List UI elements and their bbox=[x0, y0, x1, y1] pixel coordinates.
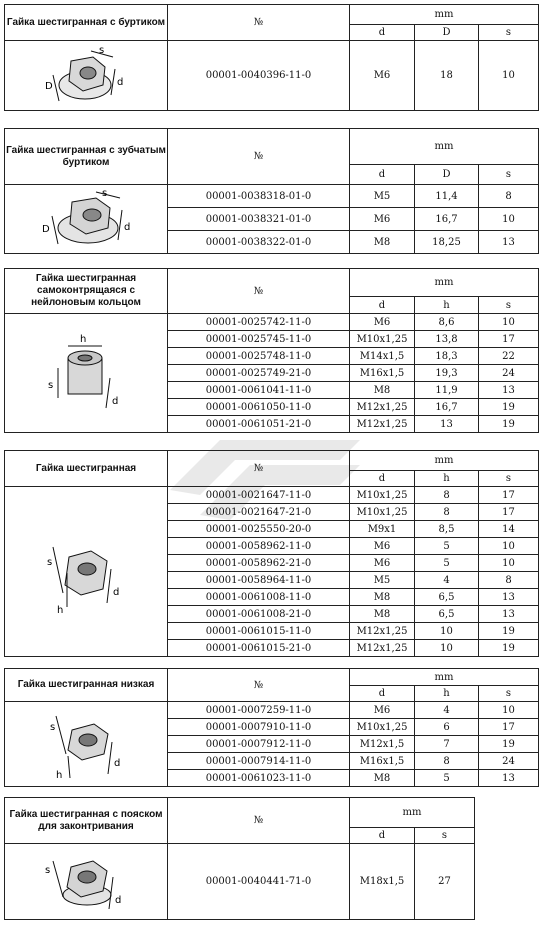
part-number: 00001-0038318-01-0 bbox=[168, 185, 350, 208]
cell-value: 13 bbox=[479, 770, 539, 787]
cell-value: M14x1,5 bbox=[350, 348, 415, 365]
cell-value: M6 bbox=[350, 41, 415, 111]
cell-value: 4 bbox=[415, 572, 479, 589]
cell-value: M6 bbox=[350, 702, 415, 719]
table-serrated-flange-nut bbox=[4, 128, 539, 254]
cell-value: 24 bbox=[479, 753, 539, 770]
diagram-label: h bbox=[57, 604, 64, 616]
number-header: № bbox=[168, 269, 350, 314]
part-number: 00001-0025749-21-0 bbox=[168, 365, 350, 382]
column-header: d bbox=[350, 686, 415, 702]
column-header: s bbox=[479, 471, 539, 487]
cell-value: 10 bbox=[415, 640, 479, 657]
cell-value: 17 bbox=[479, 487, 539, 504]
cell-value: M8 bbox=[350, 589, 415, 606]
cell-value: 19 bbox=[479, 623, 539, 640]
cell-value: 17 bbox=[479, 504, 539, 521]
cell-value: 8 bbox=[479, 185, 539, 208]
cell-value: M12x1,5 bbox=[350, 736, 415, 753]
part-number: 00001-0007259-11-0 bbox=[168, 702, 350, 719]
unit-header: mm bbox=[350, 5, 539, 25]
table-title: Гайка шестигранная самоконтрящаяся с нейлоновым кольцом bbox=[5, 269, 168, 314]
number-header: № bbox=[168, 798, 350, 844]
cell-value: 5 bbox=[415, 770, 479, 787]
cell-value: M5 bbox=[350, 572, 415, 589]
cell-value: 10 bbox=[415, 623, 479, 640]
cell-value: 10 bbox=[479, 208, 539, 231]
column-header: s bbox=[479, 165, 539, 185]
diagram-label: d bbox=[114, 758, 121, 769]
column-header: D bbox=[415, 25, 479, 41]
table-locking-collar-nut bbox=[4, 797, 475, 920]
table-title: Гайка шестигранная с буртиком bbox=[5, 5, 168, 41]
table-flange-nut bbox=[4, 4, 539, 111]
cell-value: 11,4 bbox=[415, 185, 479, 208]
part-number: 00001-0061023-11-0 bbox=[168, 770, 350, 787]
cell-value: 13 bbox=[479, 382, 539, 399]
cell-value: 10 bbox=[479, 702, 539, 719]
cell-value: 19 bbox=[479, 399, 539, 416]
part-number: 00001-0058962-11-0 bbox=[168, 538, 350, 555]
table-hex-nut bbox=[4, 450, 539, 657]
cell-value: M10x1,25 bbox=[350, 331, 415, 348]
diagram-label: h bbox=[56, 770, 63, 781]
cell-value: 24 bbox=[479, 365, 539, 382]
cell-value: M8 bbox=[350, 606, 415, 623]
hex-nut-diagram bbox=[5, 487, 168, 657]
column-header: d bbox=[350, 25, 415, 41]
column-header: h bbox=[415, 686, 479, 702]
cell-value: 13 bbox=[415, 416, 479, 433]
cell-value: 5 bbox=[415, 555, 479, 572]
diagram-label: d bbox=[115, 894, 122, 906]
cell-value: M8 bbox=[350, 231, 415, 254]
locking-collar-nut-diagram bbox=[5, 844, 168, 920]
diagram-label: D bbox=[42, 224, 50, 235]
table-title: Гайка шестигранная bbox=[5, 451, 168, 487]
part-number: 00001-0007912-11-0 bbox=[168, 736, 350, 753]
cell-value: 17 bbox=[479, 719, 539, 736]
diagram-label: d bbox=[117, 76, 124, 88]
column-header: h bbox=[415, 297, 479, 314]
cell-value: 14 bbox=[479, 521, 539, 538]
column-header: s bbox=[479, 686, 539, 702]
cell-value: M6 bbox=[350, 538, 415, 555]
diagram-label: s bbox=[45, 864, 51, 876]
unit-header: mm bbox=[350, 129, 539, 165]
part-number: 00001-0061050-11-0 bbox=[168, 399, 350, 416]
part-number: 00001-0061008-21-0 bbox=[168, 606, 350, 623]
part-number: 00001-0061051-21-0 bbox=[168, 416, 350, 433]
column-header: d bbox=[350, 471, 415, 487]
part-number: 00001-0040396-11-0 bbox=[168, 41, 350, 111]
column-header: s bbox=[479, 25, 539, 41]
part-number: 00001-0058962-21-0 bbox=[168, 555, 350, 572]
cell-value: 10 bbox=[479, 555, 539, 572]
diagram-label: d bbox=[112, 396, 119, 407]
diagram-label: s bbox=[99, 44, 105, 56]
cell-value: 4 bbox=[415, 702, 479, 719]
diagram-label: s bbox=[50, 722, 56, 733]
column-header: D bbox=[415, 165, 479, 185]
cell-value: M10x1,25 bbox=[350, 504, 415, 521]
cell-value: M8 bbox=[350, 382, 415, 399]
cell-value: M8 bbox=[350, 770, 415, 787]
number-header: № bbox=[168, 129, 350, 185]
part-number: 00001-0025748-11-0 bbox=[168, 348, 350, 365]
cell-value: M12x1,25 bbox=[350, 416, 415, 433]
part-number: 00001-0061008-11-0 bbox=[168, 589, 350, 606]
unit-header: mm bbox=[350, 669, 539, 686]
cell-value: 6,5 bbox=[415, 606, 479, 623]
cell-value: 6,5 bbox=[415, 589, 479, 606]
column-header: d bbox=[350, 297, 415, 314]
cell-value: M10x1,25 bbox=[350, 487, 415, 504]
cell-value: 8 bbox=[415, 487, 479, 504]
cell-value: M9x1 bbox=[350, 521, 415, 538]
part-number: 00001-0061041-11-0 bbox=[168, 382, 350, 399]
low-hex-nut-diagram bbox=[5, 702, 168, 787]
cell-value: 18,25 bbox=[415, 231, 479, 254]
cell-value: 19 bbox=[479, 640, 539, 657]
column-header: d bbox=[350, 828, 415, 844]
part-number: 00001-0061015-21-0 bbox=[168, 640, 350, 657]
cell-value: M5 bbox=[350, 185, 415, 208]
part-number: 00001-0025550-20-0 bbox=[168, 521, 350, 538]
cell-value: 10 bbox=[479, 314, 539, 331]
cell-value: 10 bbox=[479, 538, 539, 555]
cell-value: 16,7 bbox=[415, 208, 479, 231]
nylon-lock-nut-diagram bbox=[5, 314, 168, 433]
cell-value: 10 bbox=[479, 41, 539, 111]
diagram-label: s bbox=[47, 556, 53, 568]
cell-value: 5 bbox=[415, 538, 479, 555]
table-title: Гайка шестигранная с зубчатым буртиком bbox=[5, 129, 168, 185]
number-header: № bbox=[168, 5, 350, 41]
cell-value: 13 bbox=[479, 589, 539, 606]
diagram-label: D bbox=[45, 80, 53, 92]
cell-value: M6 bbox=[350, 208, 415, 231]
part-number: 00001-0021647-21-0 bbox=[168, 504, 350, 521]
cell-value: M6 bbox=[350, 314, 415, 331]
part-number: 00001-0021647-11-0 bbox=[168, 487, 350, 504]
part-number: 00001-0040441-71-0 bbox=[168, 844, 350, 920]
part-number: 00001-0061015-11-0 bbox=[168, 623, 350, 640]
diagram-label: h bbox=[80, 334, 87, 345]
cell-value: 18,3 bbox=[415, 348, 479, 365]
unit-header: mm bbox=[350, 798, 475, 828]
cell-value: 13 bbox=[479, 606, 539, 623]
column-header: h bbox=[415, 471, 479, 487]
diagram-label: d bbox=[124, 222, 131, 233]
number-header: № bbox=[168, 669, 350, 702]
part-number: 00001-0038321-01-0 bbox=[168, 208, 350, 231]
cell-value: 19 bbox=[479, 416, 539, 433]
part-number: 00001-0007914-11-0 bbox=[168, 753, 350, 770]
cell-value: 22 bbox=[479, 348, 539, 365]
cell-value: M18x1,5 bbox=[350, 844, 415, 920]
cell-value: 16,7 bbox=[415, 399, 479, 416]
cell-value: M16x1,5 bbox=[350, 365, 415, 382]
table-low-hex-nut bbox=[4, 668, 539, 787]
unit-header: mm bbox=[350, 451, 539, 471]
cell-value: M6 bbox=[350, 555, 415, 572]
cell-value: 8 bbox=[415, 504, 479, 521]
cell-value: 8 bbox=[415, 753, 479, 770]
part-number: 00001-0025745-11-0 bbox=[168, 331, 350, 348]
cell-value: 7 bbox=[415, 736, 479, 753]
cell-value: 27 bbox=[415, 844, 475, 920]
table-title: Гайка шестигранная с пояском для законтривания bbox=[5, 798, 168, 844]
unit-header: mm bbox=[350, 269, 539, 297]
cell-value: 18 bbox=[415, 41, 479, 111]
serrated-flange-nut-diagram bbox=[5, 185, 168, 254]
cell-value: M12x1,25 bbox=[350, 399, 415, 416]
diagram-label: d bbox=[113, 586, 120, 598]
cell-value: M10x1,25 bbox=[350, 719, 415, 736]
number-header: № bbox=[168, 451, 350, 487]
cell-value: 19 bbox=[479, 736, 539, 753]
column-header: s bbox=[415, 828, 475, 844]
table-nylon-lock-nut bbox=[4, 268, 539, 433]
cell-value: 8 bbox=[479, 572, 539, 589]
cell-value: 8,6 bbox=[415, 314, 479, 331]
cell-value: M12x1,25 bbox=[350, 623, 415, 640]
cell-value: 13 bbox=[479, 231, 539, 254]
cell-value: 11,9 bbox=[415, 382, 479, 399]
cell-value: 6 bbox=[415, 719, 479, 736]
table-title: Гайка шестигранная низкая bbox=[5, 669, 168, 702]
part-number: 00001-0007910-11-0 bbox=[168, 719, 350, 736]
diagram-label: s bbox=[102, 188, 108, 199]
cell-value: M16x1,5 bbox=[350, 753, 415, 770]
column-header: s bbox=[479, 297, 539, 314]
part-number: 00001-0025742-11-0 bbox=[168, 314, 350, 331]
cell-value: 13,8 bbox=[415, 331, 479, 348]
cell-value: M12x1,25 bbox=[350, 640, 415, 657]
part-number: 00001-0058964-11-0 bbox=[168, 572, 350, 589]
cell-value: 8,5 bbox=[415, 521, 479, 538]
column-header: d bbox=[350, 165, 415, 185]
flange-nut-diagram bbox=[5, 41, 168, 111]
cell-value: 19,3 bbox=[415, 365, 479, 382]
diagram-label: s bbox=[48, 380, 54, 391]
part-number: 00001-0038322-01-0 bbox=[168, 231, 350, 254]
cell-value: 17 bbox=[479, 331, 539, 348]
